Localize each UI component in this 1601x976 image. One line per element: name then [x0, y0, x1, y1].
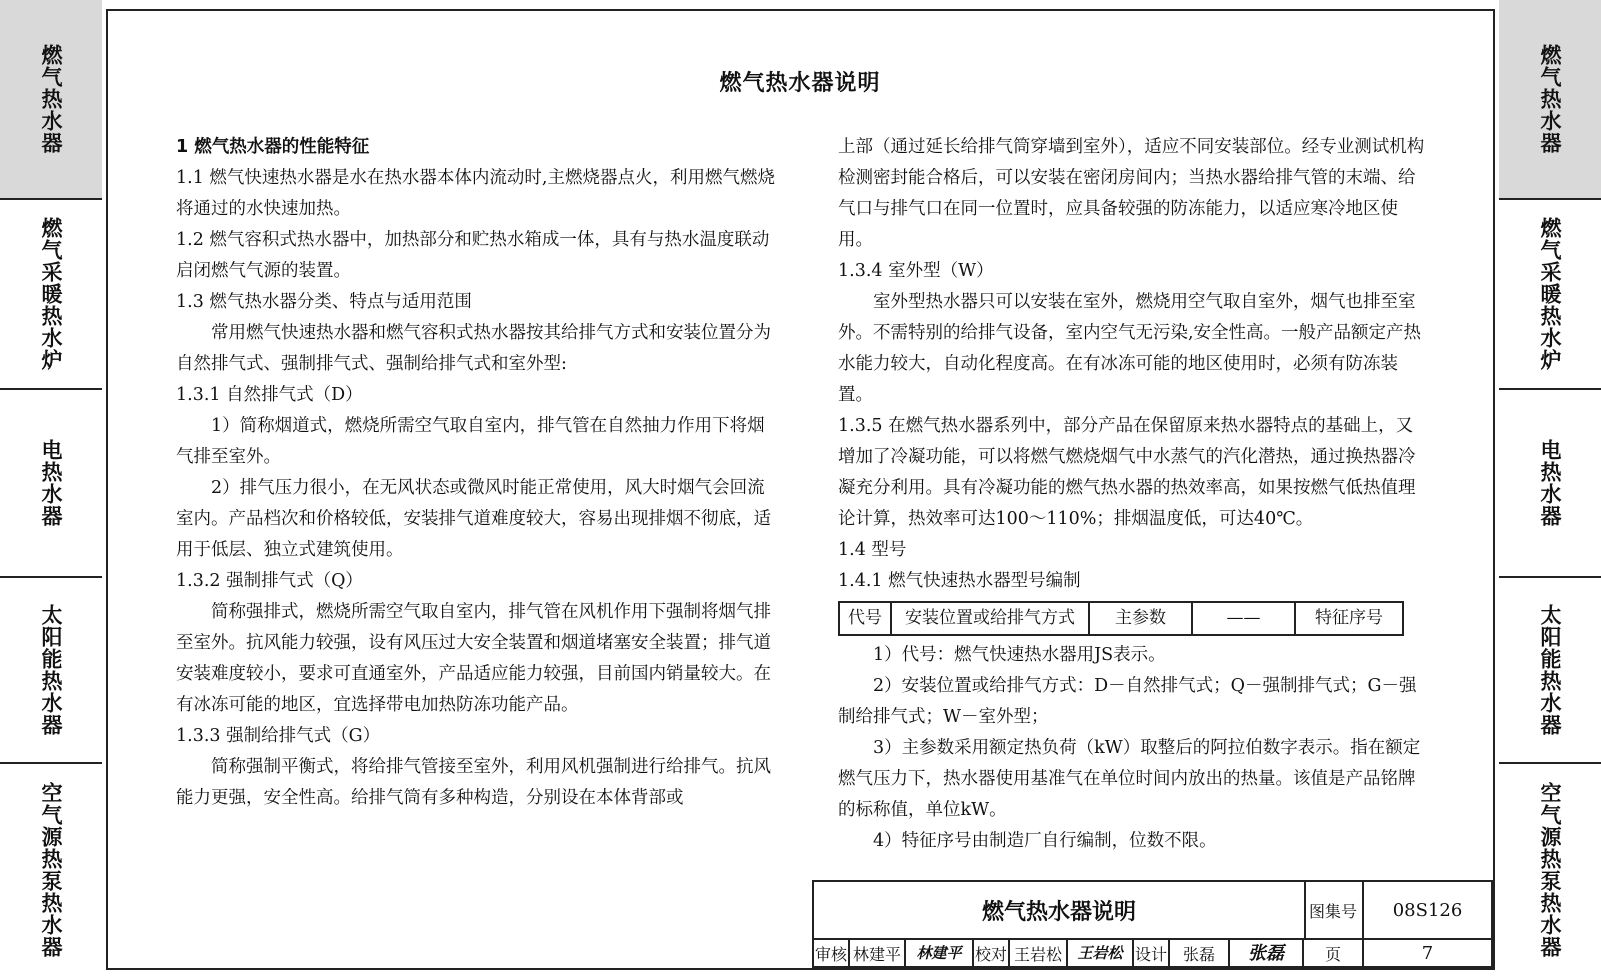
model-cell-serial: 特征序号: [1295, 602, 1403, 635]
paragraph: 1.2 燃气容积式热水器中，加热部分和贮热水箱成一体，具有与热水温度联动启闭燃气气源的装置。: [176, 230, 770, 281]
model-cell-install: 安装位置或给排气方式: [891, 602, 1089, 635]
paragraph: 上部（通过延长给排气筒穿墙到室外），适应不同安装部位。经专业测试机构检测密封能合格后，可以安装在密闭房间内；当热水器给排气管的末端、给气口与排气口在同一位置时，应具备较强的防冻能力，以适应寒冷地区使用。: [838, 137, 1425, 250]
paragraph: 简称强排式，燃烧所需空气取自室内，排气管在风机作用下强制将烟气排至室外。抗风能力较强，设有风压过大安全装置和烟道堵塞安全装置；排气道安装难度较小，要求可直通室外，产品适应能力较强，目前国内销量较大。在有冰冻可能的地区，宜选择带电加热防冻功能产品。: [176, 602, 771, 715]
page-title: 燃气热水器说明: [719, 71, 881, 96]
page-value: 7: [1421, 942, 1434, 964]
review-label: 审核: [814, 940, 850, 966]
model-cell-dash: ——: [1192, 602, 1295, 635]
side-tab-label: 燃气采暖热水炉: [39, 217, 63, 371]
paragraph: 2）排气压力很小，在无风状态或微风时能正常使用，风大时烟气会回流室内。产品档次和价格较低，安装排气道难度较大，容易出现排烟不彻底，适用于低层、独立式建筑使用。: [176, 478, 771, 560]
side-tab-solar-heater[interactable]: [0, 578, 102, 764]
design-name: 张磊: [1170, 940, 1230, 966]
atlas-label: 图集号: [1304, 882, 1364, 938]
check-signature: 王岩松: [1068, 938, 1134, 966]
paragraph: 3）主参数采用额定热负荷（kW）取整后的阿拉伯数字表示。指在额定燃气压力下，热水器使用基准气在单位时间内放出的热量。该值是产品铭牌的标称值，单位kW。: [838, 738, 1421, 820]
check-name: 王岩松: [1010, 940, 1068, 966]
side-tab-label: 电热水器: [1538, 439, 1562, 527]
design-signature: 张磊: [1230, 938, 1304, 966]
side-tab-label: 太阳能热水器: [39, 604, 63, 736]
paragraph: 2）安装位置或给排气方式：D－自然排气式；Q－强制排气式；G－强制给排气式；W－室外型；: [838, 676, 1417, 727]
side-tab-label: 电热水器: [39, 439, 63, 527]
side-tab-heat-pump-right[interactable]: [1499, 764, 1601, 976]
side-tab-electric-heater-right[interactable]: [1499, 390, 1601, 578]
paragraph: 简称强制平衡式，将给排气管接至室外，利用风机强制进行给排气。抗风能力更强，安全性高。给排气筒有多种构造，分别设在本体背部或: [176, 757, 771, 808]
side-tab-gas-heater-right[interactable]: [1499, 0, 1601, 200]
paragraph: 室外型热水器只可以安装在室外，燃烧用空气取自室外，烟气也排至室外。不需特别的给排气设备，室内空气无污染,安全性高。一般产品额定产热水能力较大，自动化程度高。在有冰冻可能的地区使用时，必须有防冻装置。: [838, 292, 1422, 405]
page-label: 页: [1304, 940, 1364, 966]
paragraph: 1.3.1 自然排气式（D）: [176, 385, 363, 405]
side-tab-gas-boiler-right[interactable]: [1499, 200, 1601, 390]
section-heading: 1 燃气热水器的性能特征: [176, 137, 370, 157]
paragraph: 1.3.3 强制给排气式（G）: [176, 726, 381, 746]
paragraph: 1.4.1 燃气快速热水器型号编制: [838, 571, 1081, 591]
side-tab-heat-pump[interactable]: [0, 764, 102, 976]
paragraph: 1.4 型号: [838, 540, 907, 560]
paragraph: 1）简称烟道式，燃烧所需空气取自室内，排气管在自然抽力作用下将烟气排至室外。: [176, 416, 765, 467]
review-name: 林建平: [850, 940, 906, 966]
side-tab-gas-heater[interactable]: [0, 0, 102, 200]
side-tab-electric-heater[interactable]: [0, 390, 102, 578]
paragraph: 1.1 燃气快速热水器是水在热水器本体内流动时,主燃烧器点火，利用燃气燃烧将通过的水快速加热。: [176, 168, 775, 219]
model-cell-param: 主参数: [1089, 602, 1192, 635]
paragraph: 1.3 燃气热水器分类、特点与适用范围: [176, 292, 472, 312]
title-block: [812, 880, 1493, 968]
side-tab-label: 燃气热水器: [1538, 44, 1562, 154]
model-cell-code: 代号: [839, 602, 891, 635]
side-tab-label: 太阳能热水器: [1538, 604, 1562, 736]
right-column: [838, 132, 1428, 857]
left-column: [176, 132, 776, 814]
model-code-table: [838, 601, 1404, 636]
side-tab-label: 空气源热泵热水器: [39, 782, 63, 958]
atlas-value: 08S126: [1392, 899, 1463, 921]
paragraph: 1.3.4 室外型（W）: [838, 261, 994, 281]
check-label: 校对: [974, 940, 1010, 966]
side-tab-solar-heater-right[interactable]: [1499, 578, 1601, 764]
paragraph: 4）特征序号由制造厂自行编制，位数不限。: [873, 831, 1217, 851]
side-tab-gas-boiler[interactable]: [0, 200, 102, 390]
paragraph: 1.3.5 在燃气热水器系列中，部分产品在保留原来热水器特点的基础上，又增加了冷凝功能，可以将燃气燃烧烟气中水蒸气的汽化潜热，通过换热器冷凝充分利用。具有冷凝功能的燃气热水器的热效率高，如果按燃气低热值理论计算，热效率可达100～110%；排烟温度低，可达40℃。: [838, 416, 1416, 529]
design-label: 设计: [1134, 940, 1170, 966]
side-tab-label: 空气源热泵热水器: [1538, 782, 1562, 958]
paragraph: 1）代号：燃气快速热水器用JS表示。: [873, 645, 1166, 665]
side-tab-label: 燃气采暖热水炉: [1538, 217, 1562, 371]
review-signature: 林建平: [906, 938, 974, 966]
side-tab-label: 燃气热水器: [39, 44, 63, 154]
paragraph: 常用燃气快速热水器和燃气容积式热水器按其给排气方式和安装位置分为自然排气式、强制排气式、强制给排气式和室外型:: [176, 323, 771, 374]
title-block-title: 燃气热水器说明: [814, 882, 1306, 938]
paragraph: 1.3.2 强制排气式（Q）: [176, 571, 363, 591]
